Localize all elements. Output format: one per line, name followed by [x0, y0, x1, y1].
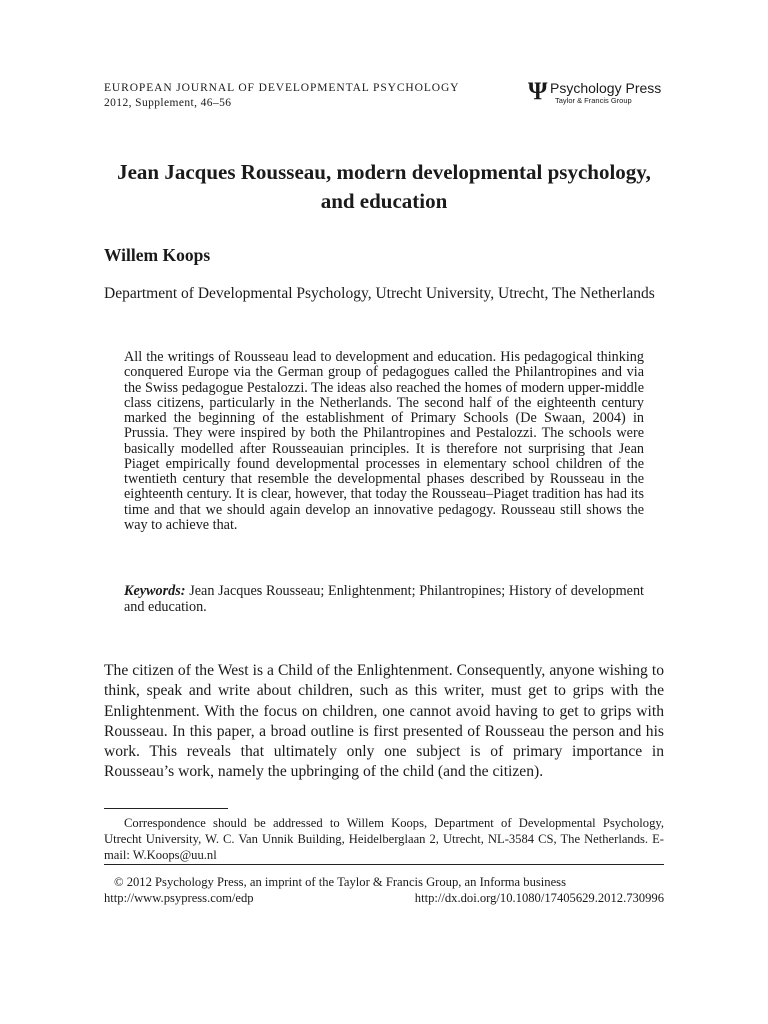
keywords-label: Keywords: [124, 583, 186, 599]
keywords [124, 584, 644, 615]
author-affiliation: Department of Developmental Psychology, Utrecht University, Utrecht, The Netherlands [104, 285, 655, 302]
journal-issue: 2012, Supplement, 46–56 [104, 97, 232, 109]
article-title: Jean Jacques Rousseau, modern developmental psychology, and education [117, 160, 651, 213]
doi-link[interactable]: http://dx.doi.org/10.1080/17405629.2012.730996 [414, 891, 664, 905]
journal-url-link[interactable]: http://www.psypress.com/edp [104, 891, 254, 905]
correspondence-note: Correspondence should be addressed to Willem Koops, Department of Developmental Psychology, Utrecht University, W. C. Van Unnik Building, Heidelberglaan 2, Utrecht, NL-3584 CS, The Netherlands. E-mail: W.Koops@uu.nl [104, 816, 664, 862]
publisher-name: Psychology Press [550, 80, 662, 96]
body-paragraph: The citizen of the West is a Child of the Enlightenment. Consequently, anyone wishing to think, speak and write about children, such as this writer, must get to grips with the Enlightenment. With the focus on children, one cannot avoid having to get to grips with Rousseau. In this paper, a broad outline is first presented of Rousseau the person and his work. This reveals that ultimately only one subject is of primary importance in Rousseau’s work, namely the upbringing of the child (and the citizen). [104, 662, 664, 781]
copyright-notice: © 2012 Psychology Press, an imprint of the Taylor & Francis Group, an Informa business [114, 875, 566, 889]
copyright-divider [104, 864, 664, 865]
keywords-list: Jean Jacques Rousseau; Enlightenment; Philantropines; History of development and education. [124, 583, 644, 615]
article-author: Willem Koops [104, 245, 211, 265]
publisher-logo [528, 80, 668, 108]
publisher-group: Taylor & Francis Group [555, 96, 632, 105]
abstract: All the writings of Rousseau lead to development and education. His pedagogical thinking conquered Europe via the German group of pedagogues called the Philantropines and via the Swiss pedagogue Pestalozzi. The ideas also reached the homes of modern upper-middle class citizens, particularly in the Netherlands. The second half of the eighteenth century marked the beginning of the establishment of Primary Schools (De Swaan, 2004) in Prussia. They were inspired by both the Philantropines and Pestalozzi. The schools were basically modelled after Rousseauian principles. It is therefore not surprising that Jean Piaget empirically found developmental processes in elementary school children of the twentieth century that resemble the developmental phases described by Rousseau in the eighteenth century. It is clear, however, that today the Rousseau–Piaget tradition has had its time and that we should again develop an innovative pedagogy. Rousseau still shows the way to achieve that. [124, 349, 644, 533]
journal-name: EUROPEAN JOURNAL OF DEVELOPMENTAL PSYCHOLOGY [104, 82, 460, 94]
psi-logo-icon: Ψ [528, 78, 548, 105]
journal-header [104, 81, 524, 111]
footnote-divider [104, 808, 228, 809]
